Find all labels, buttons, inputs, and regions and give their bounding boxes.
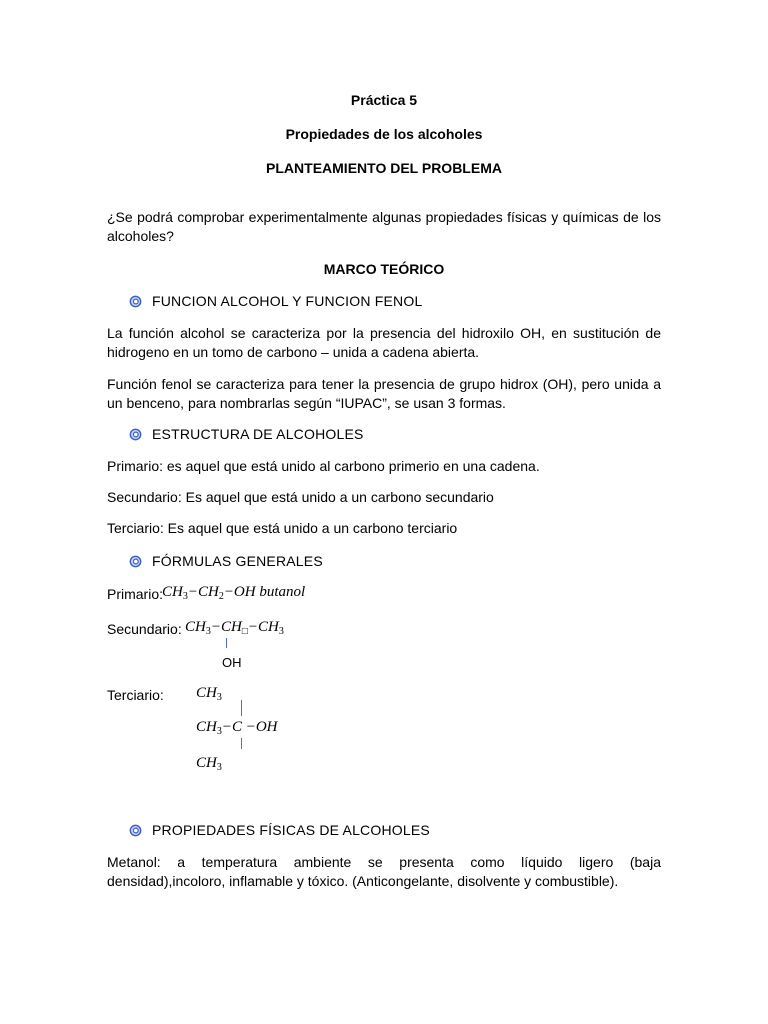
bullet-icon [129,824,142,837]
bullet-propiedades: PROPIEDADES FÍSICAS DE ALCOHOLES [152,822,430,838]
bond-line [241,738,242,749]
label-oh: OH [222,655,242,670]
bond-line [226,638,227,648]
page-subtitle: Propiedades de los alcoholes [285,126,483,142]
formula-terciario-top: $CH_3$ [196,685,222,703]
problem-paragraph: ¿Se podrá comprobar experimentalmente algunas propiedades físicas y químicas de los alcoholes? [107,209,661,244]
formula-terciario-middle: $CH_3-C -OH$ [196,719,278,737]
heading-problem: PLANTEAMIENTO DEL PROBLEMA [266,160,502,176]
bullet-funcion: FUNCION ALCOHOL Y FUNCION FENOL [152,293,423,309]
text-terciario: Terciario: Es aquel que está unido a un carbono terciario [107,520,458,536]
formula-primario: $CH_3-CH_2-OH$ butanol [162,584,306,602]
label-terciario: Terciario: [107,687,164,703]
paragraph-funcion-alcohol: La función alcohol se caracteriza por la presencia del hidroxilo OH, en sustitución de hidrogeno en un tomo de carbono – unida a cadena abierta. [107,325,661,360]
text-primario: Primario: es aquel que está unido al carbono primerio en una cadena. [107,458,540,474]
paragraph-metanol: Metanol: a temperatura ambiente se presenta como líquido ligero (baja densidad),incoloro, inflamable y tóxico. (Anticongelante, disolvente y combustible). [107,854,661,889]
bullet-icon [129,295,142,308]
label-secundario: Secundario: [107,621,182,637]
bullet-icon [129,428,142,441]
paragraph-funcion-fenol: Función fenol se caracteriza para tener la presencia de grupo hidrox (OH), pero unida a un benceno, para nombrarlas según “IUPAC”, se usan 3 formas. [107,376,661,411]
bullet-formulas: FÓRMULAS GENERALES [152,553,323,569]
page-title: Práctica 5 [350,92,418,108]
heading-theory: MARCO TEÓRICO [323,261,445,277]
text-secundario: Secundario: Es aquel que está unido a un carbono secundario [107,489,494,505]
bullet-estructura: ESTRUCTURA DE ALCOHOLES [152,426,364,442]
bullet-icon [129,555,142,568]
bond-line [241,700,242,716]
formula-secundario: $CH_3-CH_□-CH_3$ [185,619,284,637]
label-primario: Primario: [107,586,164,602]
formula-terciario-bottom: $CH_3$ [196,755,222,773]
